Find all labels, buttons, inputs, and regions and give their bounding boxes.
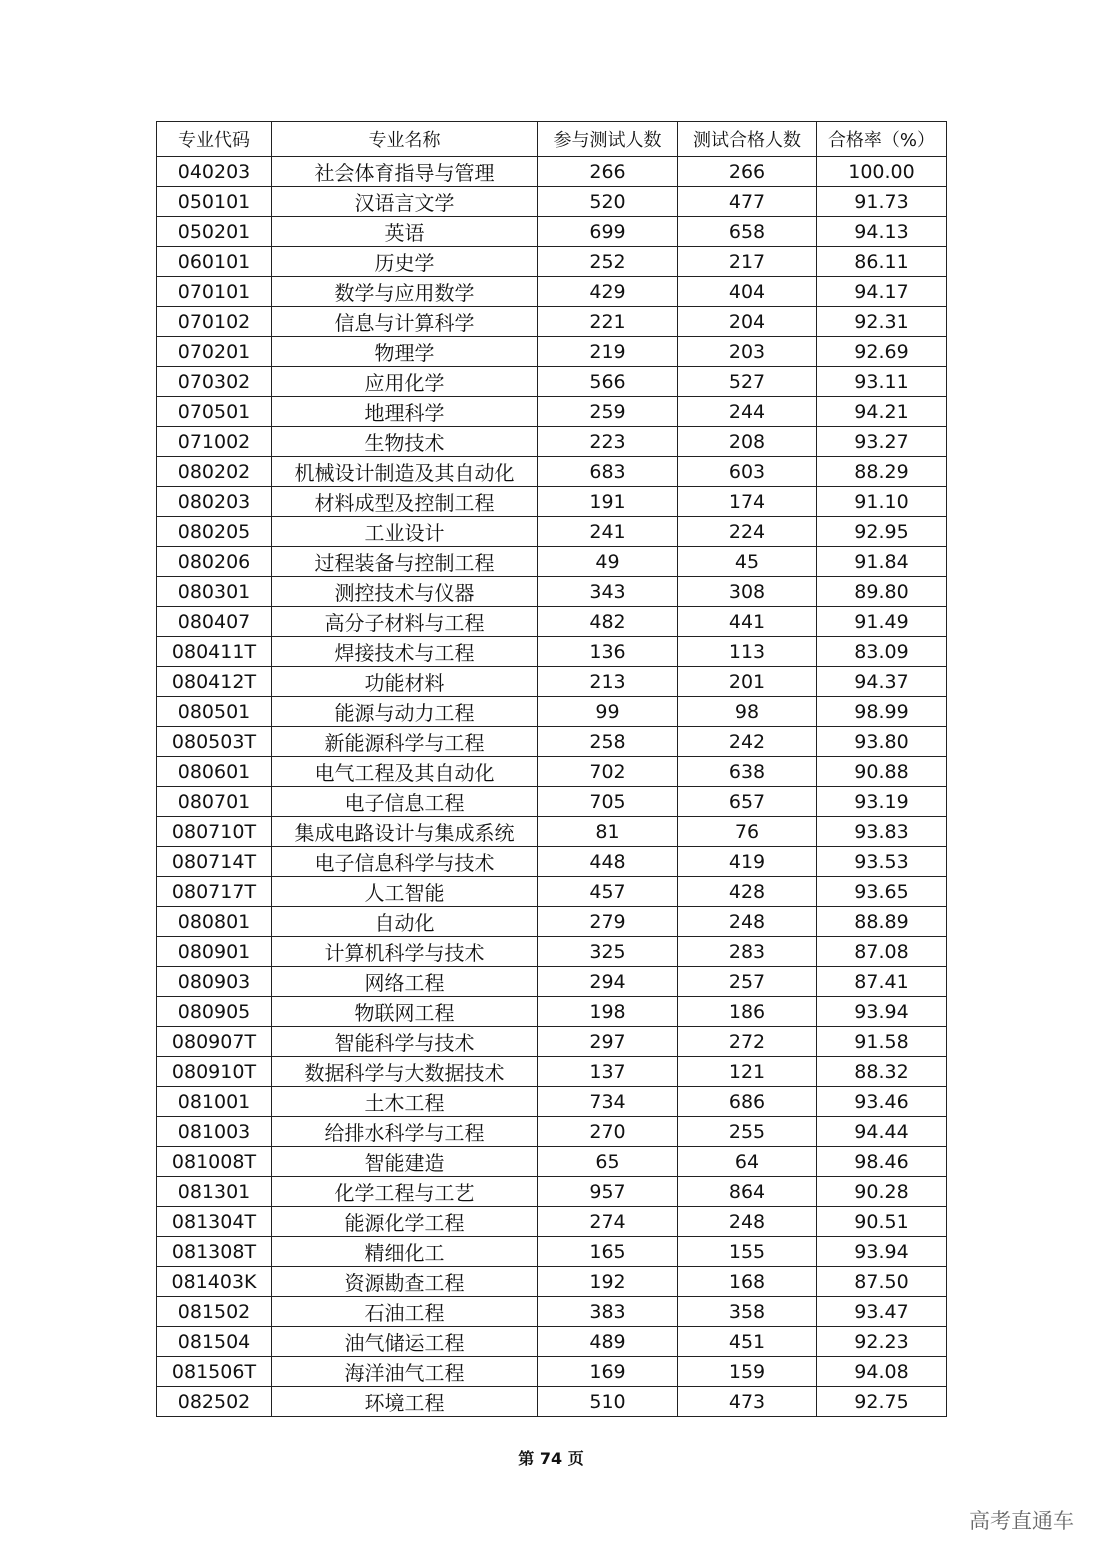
table-body [157,157,947,1417]
cell-participants: 49 [538,547,678,577]
cell-major-code: 080907T [157,1027,272,1057]
cell-passed: 638 [678,757,817,787]
cell-pass-rate: 93.94 [817,1237,947,1267]
cell-passed: 283 [678,937,817,967]
cell-major-name: 测控技术与仪器 [272,577,538,607]
cell-major-code: 050201 [157,217,272,247]
cell-pass-rate: 89.80 [817,577,947,607]
cell-passed: 257 [678,967,817,997]
cell-major-name: 环境工程 [272,1387,538,1417]
cell-passed: 121 [678,1057,817,1087]
cell-major-code: 081301 [157,1177,272,1207]
cell-participants: 266 [538,157,678,187]
cell-major-code: 080905 [157,997,272,1027]
cell-major-name: 精细化工 [272,1237,538,1267]
cell-major-name: 海洋油气工程 [272,1357,538,1387]
cell-pass-rate: 86.11 [817,247,947,277]
cell-pass-rate: 94.21 [817,397,947,427]
cell-major-name: 材料成型及控制工程 [272,487,538,517]
cell-participants: 294 [538,967,678,997]
cell-passed: 201 [678,667,817,697]
cell-major-code: 080206 [157,547,272,577]
cell-passed: 76 [678,817,817,847]
table-row [157,157,947,187]
cell-participants: 566 [538,367,678,397]
cell-participants: 165 [538,1237,678,1267]
cell-participants: 279 [538,907,678,937]
cell-major-code: 080412T [157,667,272,697]
cell-pass-rate: 87.41 [817,967,947,997]
table-row [157,847,947,877]
cell-pass-rate: 94.17 [817,277,947,307]
cell-major-code: 082502 [157,1387,272,1417]
cell-participants: 482 [538,607,678,637]
cell-major-code: 080202 [157,457,272,487]
cell-major-name: 数学与应用数学 [272,277,538,307]
cell-major-code: 080714T [157,847,272,877]
header-pass-rate: 合格率（%） [817,122,947,157]
cell-participants: 169 [538,1357,678,1387]
cell-participants: 223 [538,427,678,457]
table-row [157,817,947,847]
cell-passed: 224 [678,517,817,547]
cell-major-code: 080701 [157,787,272,817]
cell-major-name: 社会体育指导与管理 [272,157,538,187]
cell-major-code: 060101 [157,247,272,277]
table-row [157,787,947,817]
cell-passed: 272 [678,1027,817,1057]
cell-major-code: 080717T [157,877,272,907]
table-row [157,397,947,427]
cell-major-name: 数据科学与大数据技术 [272,1057,538,1087]
cell-passed: 404 [678,277,817,307]
cell-pass-rate: 92.69 [817,337,947,367]
cell-participants: 270 [538,1117,678,1147]
cell-participants: 259 [538,397,678,427]
cell-pass-rate: 92.95 [817,517,947,547]
cell-major-name: 给排水科学与工程 [272,1117,538,1147]
cell-passed: 657 [678,787,817,817]
cell-major-code: 080501 [157,697,272,727]
cell-participants: 457 [538,877,678,907]
table-row [157,367,947,397]
header-participants: 参与测试人数 [538,122,678,157]
cell-major-name: 电子信息工程 [272,787,538,817]
major-pass-rate-table [156,121,947,1417]
cell-major-name: 高分子材料与工程 [272,607,538,637]
cell-participants: 252 [538,247,678,277]
cell-participants: 520 [538,187,678,217]
cell-participants: 137 [538,1057,678,1087]
cell-passed: 266 [678,157,817,187]
cell-passed: 308 [678,577,817,607]
cell-passed: 527 [678,367,817,397]
table-row [157,967,947,997]
cell-pass-rate: 90.88 [817,757,947,787]
cell-passed: 204 [678,307,817,337]
table-row [157,727,947,757]
table-row [157,337,947,367]
cell-passed: 168 [678,1267,817,1297]
cell-major-name: 工业设计 [272,517,538,547]
cell-major-code: 070102 [157,307,272,337]
cell-passed: 477 [678,187,817,217]
cell-passed: 248 [678,1207,817,1237]
cell-passed: 255 [678,1117,817,1147]
cell-participants: 221 [538,307,678,337]
table-row [157,1087,947,1117]
cell-passed: 45 [678,547,817,577]
cell-major-name: 生物技术 [272,427,538,457]
cell-major-name: 化学工程与工艺 [272,1177,538,1207]
cell-pass-rate: 93.47 [817,1297,947,1327]
cell-pass-rate: 93.19 [817,787,947,817]
cell-major-code: 081308T [157,1237,272,1267]
cell-passed: 174 [678,487,817,517]
cell-participants: 429 [538,277,678,307]
cell-pass-rate: 93.65 [817,877,947,907]
cell-major-code: 080203 [157,487,272,517]
cell-passed: 186 [678,997,817,1027]
cell-passed: 603 [678,457,817,487]
table-row [157,1177,947,1207]
table-row [157,547,947,577]
cell-passed: 203 [678,337,817,367]
cell-major-name: 信息与计算科学 [272,307,538,337]
cell-major-code: 070201 [157,337,272,367]
cell-participants: 198 [538,997,678,1027]
cell-pass-rate: 91.58 [817,1027,947,1057]
cell-major-code: 050101 [157,187,272,217]
cell-major-name: 自动化 [272,907,538,937]
table-row [157,1147,947,1177]
cell-participants: 65 [538,1147,678,1177]
cell-major-code: 040203 [157,157,272,187]
table-row [157,697,947,727]
cell-participants: 448 [538,847,678,877]
table-row [157,877,947,907]
cell-major-code: 080601 [157,757,272,787]
cell-major-code: 081504 [157,1327,272,1357]
cell-participants: 734 [538,1087,678,1117]
cell-passed: 248 [678,907,817,937]
table-row [157,757,947,787]
cell-pass-rate: 93.46 [817,1087,947,1117]
cell-major-name: 计算机科学与技术 [272,937,538,967]
cell-participants: 191 [538,487,678,517]
cell-major-name: 汉语言文学 [272,187,538,217]
cell-major-code: 070501 [157,397,272,427]
cell-major-name: 集成电路设计与集成系统 [272,817,538,847]
cell-passed: 208 [678,427,817,457]
cell-pass-rate: 87.50 [817,1267,947,1297]
cell-major-code: 070302 [157,367,272,397]
cell-major-name: 智能科学与技术 [272,1027,538,1057]
cell-major-code: 080301 [157,577,272,607]
cell-pass-rate: 88.89 [817,907,947,937]
cell-passed: 358 [678,1297,817,1327]
cell-major-code: 080710T [157,817,272,847]
table-header-row [157,122,947,157]
cell-pass-rate: 100.00 [817,157,947,187]
table-row [157,277,947,307]
cell-participants: 213 [538,667,678,697]
table-row [157,517,947,547]
cell-major-name: 石油工程 [272,1297,538,1327]
cell-pass-rate: 94.37 [817,667,947,697]
table-row [157,1117,947,1147]
table-row [157,217,947,247]
cell-major-name: 新能源科学与工程 [272,727,538,757]
table-row [157,997,947,1027]
cell-participants: 702 [538,757,678,787]
cell-pass-rate: 98.46 [817,1147,947,1177]
cell-pass-rate: 92.23 [817,1327,947,1357]
cell-pass-rate: 92.75 [817,1387,947,1417]
cell-major-name: 应用化学 [272,367,538,397]
cell-participants: 683 [538,457,678,487]
cell-major-name: 电气工程及其自动化 [272,757,538,787]
cell-participants: 297 [538,1027,678,1057]
cell-pass-rate: 91.49 [817,607,947,637]
cell-major-name: 焊接技术与工程 [272,637,538,667]
cell-participants: 705 [538,787,678,817]
table-row [157,187,947,217]
table-row [157,1357,947,1387]
cell-passed: 217 [678,247,817,277]
cell-participants: 957 [538,1177,678,1207]
table-row [157,577,947,607]
cell-participants: 325 [538,937,678,967]
cell-participants: 192 [538,1267,678,1297]
table-row [157,307,947,337]
cell-passed: 686 [678,1087,817,1117]
cell-major-code: 080503T [157,727,272,757]
cell-pass-rate: 94.08 [817,1357,947,1387]
table-row [157,667,947,697]
table-row [157,1297,947,1327]
table-row [157,427,947,457]
table-row [157,487,947,517]
cell-passed: 419 [678,847,817,877]
cell-major-code: 081403K [157,1267,272,1297]
cell-pass-rate: 98.99 [817,697,947,727]
cell-participants: 99 [538,697,678,727]
cell-major-name: 网络工程 [272,967,538,997]
cell-major-code: 081304T [157,1207,272,1237]
cell-participants: 489 [538,1327,678,1357]
cell-major-name: 机械设计制造及其自动化 [272,457,538,487]
table-row [157,907,947,937]
cell-major-code: 080903 [157,967,272,997]
table-row [157,457,947,487]
cell-passed: 864 [678,1177,817,1207]
cell-participants: 136 [538,637,678,667]
header-major-code: 专业代码 [157,122,272,157]
cell-pass-rate: 94.44 [817,1117,947,1147]
cell-participants: 343 [538,577,678,607]
cell-major-code: 080407 [157,607,272,637]
cell-major-name: 历史学 [272,247,538,277]
cell-pass-rate: 88.32 [817,1057,947,1087]
cell-pass-rate: 93.27 [817,427,947,457]
page-number: 第 74 页 [518,1449,584,1468]
cell-pass-rate: 93.11 [817,367,947,397]
cell-major-name: 物联网工程 [272,997,538,1027]
cell-passed: 441 [678,607,817,637]
cell-participants: 510 [538,1387,678,1417]
cell-major-code: 081008T [157,1147,272,1177]
cell-pass-rate: 93.53 [817,847,947,877]
table-row [157,637,947,667]
cell-pass-rate: 93.83 [817,817,947,847]
cell-major-name: 英语 [272,217,538,247]
cell-passed: 155 [678,1237,817,1267]
watermark-text: 高考直通车 [969,1509,1074,1533]
cell-participants: 274 [538,1207,678,1237]
cell-pass-rate: 93.80 [817,727,947,757]
cell-major-name: 土木工程 [272,1087,538,1117]
cell-pass-rate: 87.08 [817,937,947,967]
cell-pass-rate: 88.29 [817,457,947,487]
cell-pass-rate: 90.28 [817,1177,947,1207]
cell-passed: 451 [678,1327,817,1357]
table-row [157,937,947,967]
cell-major-name: 过程装备与控制工程 [272,547,538,577]
cell-major-name: 智能建造 [272,1147,538,1177]
cell-major-code: 081001 [157,1087,272,1117]
cell-pass-rate: 94.13 [817,217,947,247]
table-row [157,607,947,637]
cell-passed: 64 [678,1147,817,1177]
cell-participants: 241 [538,517,678,547]
cell-passed: 98 [678,697,817,727]
cell-passed: 159 [678,1357,817,1387]
cell-participants: 383 [538,1297,678,1327]
cell-major-code: 080411T [157,637,272,667]
table-row [157,1207,947,1237]
cell-participants: 699 [538,217,678,247]
cell-major-name: 物理学 [272,337,538,367]
cell-passed: 658 [678,217,817,247]
cell-major-name: 电子信息科学与技术 [272,847,538,877]
cell-pass-rate: 92.31 [817,307,947,337]
table-row [157,1267,947,1297]
table-row [157,1237,947,1267]
cell-major-name: 人工智能 [272,877,538,907]
cell-major-name: 地理科学 [272,397,538,427]
cell-major-code: 070101 [157,277,272,307]
cell-major-code: 080901 [157,937,272,967]
cell-major-code: 081003 [157,1117,272,1147]
cell-major-code: 080205 [157,517,272,547]
cell-pass-rate: 91.10 [817,487,947,517]
cell-pass-rate: 93.94 [817,997,947,1027]
cell-major-code: 080910T [157,1057,272,1087]
table-row [157,1057,947,1087]
cell-major-name: 油气储运工程 [272,1327,538,1357]
cell-pass-rate: 90.51 [817,1207,947,1237]
cell-major-code: 081506T [157,1357,272,1387]
cell-participants: 81 [538,817,678,847]
cell-passed: 428 [678,877,817,907]
cell-major-name: 能源与动力工程 [272,697,538,727]
table-row [157,1387,947,1417]
cell-passed: 244 [678,397,817,427]
cell-passed: 473 [678,1387,817,1417]
header-major-name: 专业名称 [272,122,538,157]
table-row [157,1027,947,1057]
cell-participants: 219 [538,337,678,367]
cell-major-name: 资源勘查工程 [272,1267,538,1297]
cell-major-code: 080801 [157,907,272,937]
table-row [157,1327,947,1357]
cell-passed: 242 [678,727,817,757]
cell-major-code: 081502 [157,1297,272,1327]
cell-major-code: 071002 [157,427,272,457]
cell-pass-rate: 91.84 [817,547,947,577]
cell-participants: 258 [538,727,678,757]
cell-major-name: 能源化学工程 [272,1207,538,1237]
cell-passed: 113 [678,637,817,667]
table-row [157,247,947,277]
cell-major-name: 功能材料 [272,667,538,697]
header-passed: 测试合格人数 [678,122,817,157]
cell-pass-rate: 91.73 [817,187,947,217]
cell-pass-rate: 83.09 [817,637,947,667]
